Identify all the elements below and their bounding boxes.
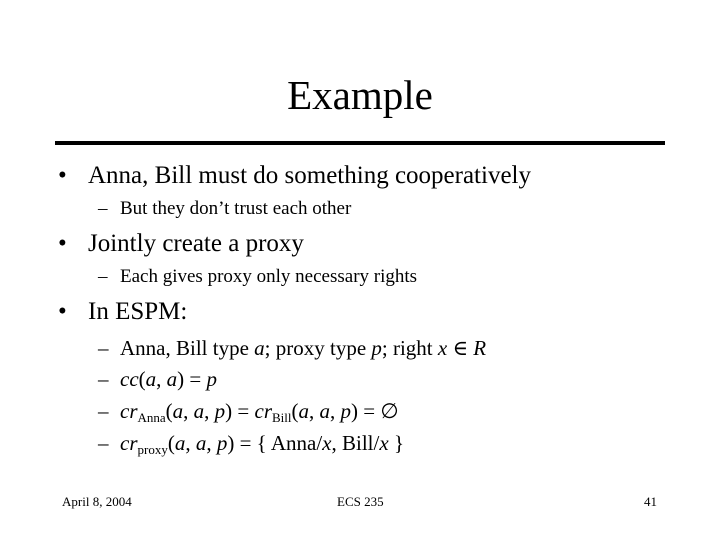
footer-course: ECS 235 bbox=[337, 494, 384, 509]
dash-icon: – bbox=[98, 266, 108, 287]
bullet-2-sub-1-text: Each gives proxy only necessary rights bbox=[120, 266, 418, 287]
bullet-1 bbox=[58, 161, 531, 191]
bullet-1-text: Anna, Bill must do something cooperatively bbox=[88, 162, 531, 189]
footer-page-number: 41 bbox=[644, 494, 657, 509]
bullet-1-sub-1-text: But they don’t trust each other bbox=[120, 198, 352, 219]
dash-icon: – bbox=[98, 399, 109, 423]
bullet-3-sub-2 bbox=[98, 366, 217, 392]
slide-title: Example bbox=[287, 72, 433, 118]
bullet-dot-icon: • bbox=[58, 162, 67, 189]
bullet-3-sub-4 bbox=[98, 430, 404, 456]
espm-line-2: cc(a, a) = p bbox=[120, 367, 217, 391]
bullet-2-sub-1 bbox=[98, 265, 417, 289]
footer-date: April 8, 2004 bbox=[62, 494, 132, 509]
bullet-2-text: Jointly create a proxy bbox=[88, 230, 304, 257]
bullet-3 bbox=[58, 297, 187, 327]
title-underline bbox=[55, 141, 665, 145]
dash-icon: – bbox=[98, 336, 109, 360]
dash-icon: – bbox=[98, 367, 109, 391]
bullet-3-text: In ESPM: bbox=[88, 298, 188, 325]
bullet-dot-icon: • bbox=[58, 298, 67, 325]
dash-icon: – bbox=[98, 198, 108, 219]
dash-icon: – bbox=[98, 431, 109, 455]
bullet-3-sub-1 bbox=[98, 335, 486, 361]
bullet-dot-icon: • bbox=[58, 230, 67, 257]
bullet-1-sub-1 bbox=[98, 197, 351, 221]
bullet-3-sub-3 bbox=[98, 398, 399, 424]
espm-line-4: $cr_{proxy}(a$, a, p) = { Anna/x, Bill/x } bbox=[120, 431, 405, 457]
espm-line-1: Anna, Bill type a; proxy type p; right x ∈ R bbox=[120, 336, 487, 360]
espm-line-3: $cr_{Anna}(a$, a, $p) = cr_{Bill}(a$, a, p) = ∅ bbox=[120, 399, 399, 425]
bullet-2 bbox=[58, 229, 304, 259]
